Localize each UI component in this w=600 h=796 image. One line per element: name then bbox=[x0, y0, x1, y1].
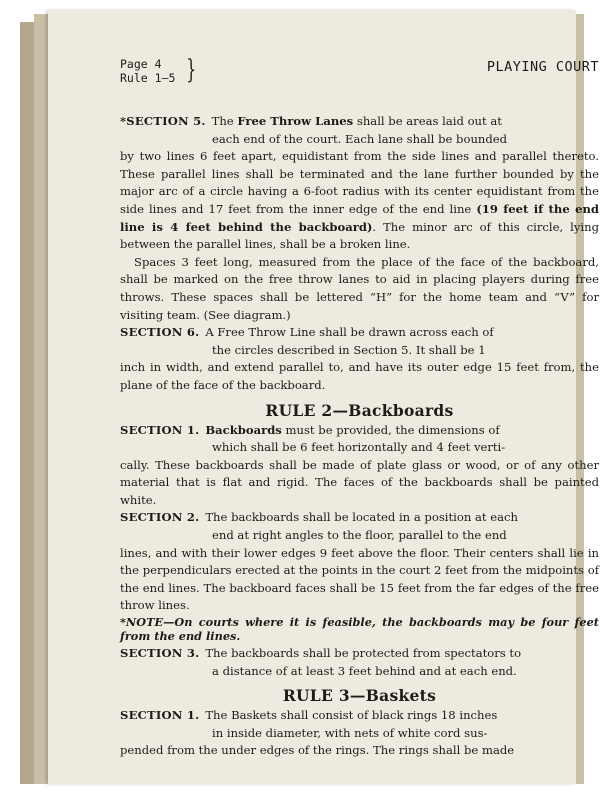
section-5-body: by two lines 6 feet apart, equidistant from the side lines and parallel thereto. These parallel lines shall be terminated and the lane further bounded by the major arc of a circle having a 6-foot radius with its center equidistant from the side lines and 17 feet from the inner edge of the end line bbox=[120, 149, 599, 216]
rule-3-section-1-body: pended from the under edges of the rings. The rings shall be made bbox=[120, 743, 515, 758]
rule-3-heading: RULE 3—Baskets bbox=[282, 686, 437, 706]
section-5-body-end: . The minor arc of this circle, lying between the parallel lines, shall be a broken line. bbox=[120, 219, 599, 252]
page-number: Page 4 bbox=[120, 57, 162, 71]
section-5-text-2: shall be areas laid out at bbox=[353, 114, 502, 128]
rule-2-heading: RULE 2—Backboards bbox=[265, 400, 454, 420]
section-5-term: Free Throw Lanes bbox=[237, 114, 354, 128]
rule-3-section-1-continuation: in inside diameter, with nets of white cord sus- bbox=[212, 725, 488, 740]
rule-2-section-1-label: SECTION 1. bbox=[120, 422, 200, 437]
book-page bbox=[48, 10, 599, 784]
rule-2-section-1 bbox=[120, 422, 599, 510]
rule-2-section-2-continuation: end at right angles to the floor, parallel to the end bbox=[212, 528, 507, 543]
rule-2-section-2 bbox=[120, 509, 599, 615]
rule-2-section-3 bbox=[120, 645, 599, 680]
rule-2-section-3-text: The backboards shall be protected from spectators to bbox=[205, 646, 522, 661]
rule-3-section-1-text: The Baskets shall consist of black rings 18 inches bbox=[205, 708, 498, 723]
rule-3-section-1-label: SECTION 1. bbox=[120, 708, 200, 723]
rule-2-section-2-text: The backboards shall be located in a position at each bbox=[205, 510, 518, 525]
section-5-label: *SECTION 5. bbox=[120, 114, 206, 128]
rule-2-section-2-label: SECTION 2. bbox=[120, 510, 200, 525]
rule-2-section-1-body: cally. These backboards shall be made of plate glass or wood, or of any other material that is flat and rigid. The faces of the backboards shall be painted white. bbox=[120, 457, 599, 507]
rule-range: Rule 1—5 bbox=[120, 71, 176, 85]
rule-2-section-1-text: must be provided, the dimensions of bbox=[281, 422, 500, 437]
rule-2-section-1-continuation: which shall be 6 feet horizontally and 4 feet verti- bbox=[212, 440, 506, 455]
page-header bbox=[120, 57, 599, 85]
section-6-body: inch in width, and extend parallel to, and have its outer edge 15 feet from, the plane of the face of the backboard. bbox=[120, 360, 599, 392]
page-title: PLAYING COURT bbox=[486, 59, 599, 75]
rule-2-section-3-label: SECTION 3. bbox=[120, 646, 200, 661]
section-6-continuation: the circles described in Section 5. It shall be 1 bbox=[212, 342, 486, 357]
page-content bbox=[120, 57, 599, 760]
rule-2-section-3-continuation: a distance of at least 3 feet behind and at each end. bbox=[212, 663, 517, 678]
section-6-label: SECTION 6. bbox=[120, 325, 200, 340]
rule-2-note: *NOTE—On courts where it is feasible, the backboards may be four feet from the end lines. bbox=[120, 615, 599, 644]
rule-3-section-1 bbox=[120, 707, 599, 760]
section-5-text: The bbox=[211, 114, 238, 128]
section-5-paragraph-2: Spaces 3 feet long, measured from the place of the face of the backboard, shall be marked on the free throw lanes to aid in placing players during free throws. These spaces shall be lettered “H” for the home team and “V” for visiting team. (See diagram.) bbox=[120, 254, 599, 322]
brace-glyph: } bbox=[186, 55, 197, 85]
section-5-continuation: each end of the court. Each lane shall be bounded bbox=[212, 131, 508, 146]
page-reference bbox=[120, 57, 200, 85]
rule-2-section-1-term: Backboards bbox=[205, 422, 282, 437]
section-5-bold-clause: (19 feet if the end line is 4 feet behind the backboard) bbox=[120, 201, 599, 234]
section-6-text: A Free Throw Line shall be drawn across each of bbox=[205, 325, 494, 340]
section-5 bbox=[120, 113, 599, 254]
section-6 bbox=[120, 324, 599, 394]
rule-2-section-2-body: lines, and with their lower edges 9 feet above the floor. Their centers shall lie in the perpendiculars erected at the points in the court 2 feet from the midpoints of the end lines. The backboard faces shall be 15 feet from the far edges of the free throw lines. bbox=[120, 545, 599, 613]
